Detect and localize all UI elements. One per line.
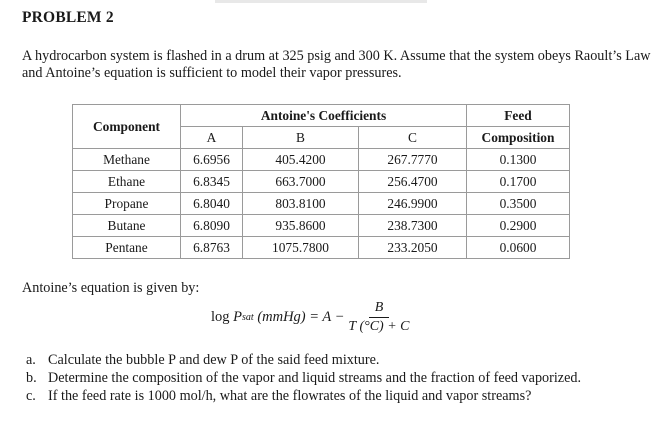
list-item <box>22 388 647 405</box>
top-scroll-bar <box>215 0 427 3</box>
coef-a: 6.8345 <box>181 171 243 193</box>
coef-b: 803.8100 <box>243 193 359 215</box>
list-marker: a. <box>26 352 36 368</box>
coef-c: 267.7770 <box>359 149 467 171</box>
list-text: If the feed rate is 1000 mol/h, what are the flowrates of the liquid and vapor streams? <box>48 388 532 404</box>
list-item <box>22 352 647 369</box>
table-row <box>73 193 570 215</box>
feed-composition: 0.2900 <box>467 215 570 237</box>
feed-composition: 0.0600 <box>467 237 570 259</box>
component-name: Pentane <box>73 237 181 259</box>
table-header-row <box>73 105 570 127</box>
coef-b: 663.7000 <box>243 171 359 193</box>
coef-c: 233.2050 <box>359 237 467 259</box>
coef-c: 256.4700 <box>359 171 467 193</box>
list-item <box>22 370 647 387</box>
equation-units: (mmHg) = A − <box>257 309 345 325</box>
component-name: Ethane <box>73 171 181 193</box>
antoine-intro: Antoine’s equation is given by: <box>22 280 200 296</box>
antoine-header: Antoine's Coefficients <box>181 105 467 127</box>
component-header: Component <box>73 105 181 149</box>
antoine-coefficients-table <box>72 104 570 259</box>
question-list <box>22 352 647 406</box>
coef-c: 246.9900 <box>359 193 467 215</box>
list-text: Calculate the bubble P and dew P of the said feed mixture. <box>48 352 380 368</box>
list-marker: b. <box>26 370 37 386</box>
coef-b: 935.8600 <box>243 215 359 237</box>
problem-intro: A hydrocarbon system is flashed in a drum at 325 psig and 300 K. Assume that the system obeys Raoult’s Law and Antoine’s equation is sufficient to model their vapor pressures. <box>22 48 651 81</box>
list-marker: c. <box>26 388 36 404</box>
coef-a: 6.8040 <box>181 193 243 215</box>
component-name: Methane <box>73 149 181 171</box>
table-row <box>73 171 570 193</box>
table-row <box>73 215 570 237</box>
table-row <box>73 237 570 259</box>
feed-composition: 0.1700 <box>467 171 570 193</box>
equation-numerator: B <box>369 300 390 318</box>
component-name: Propane <box>73 193 181 215</box>
table-row <box>73 149 570 171</box>
equation-sat: sat <box>242 312 254 323</box>
coef-c: 238.7300 <box>359 215 467 237</box>
col-b-header: B <box>243 127 359 149</box>
equation-denominator: T (°C) + C <box>348 319 410 334</box>
coef-a: 6.6956 <box>181 149 243 171</box>
coef-a: 6.8090 <box>181 215 243 237</box>
equation-log: log <box>211 309 230 325</box>
feed-composition: 0.1300 <box>467 149 570 171</box>
coef-b: 1075.7800 <box>243 237 359 259</box>
problem-heading: PROBLEM 2 <box>22 9 114 26</box>
feed-header-line2: Composition <box>467 127 570 149</box>
coef-b: 405.4200 <box>243 149 359 171</box>
col-a-header: A <box>181 127 243 149</box>
component-name: Butane <box>73 215 181 237</box>
feed-header-line1: Feed <box>467 105 570 127</box>
coef-a: 6.8763 <box>181 237 243 259</box>
antoine-equation <box>211 300 410 335</box>
col-c-header: C <box>359 127 467 149</box>
equation-fraction <box>348 300 409 335</box>
feed-composition: 0.3500 <box>467 193 570 215</box>
equation-p: P <box>233 309 243 325</box>
list-text: Determine the composition of the vapor and liquid streams and the fraction of feed vaporized. <box>48 370 582 386</box>
